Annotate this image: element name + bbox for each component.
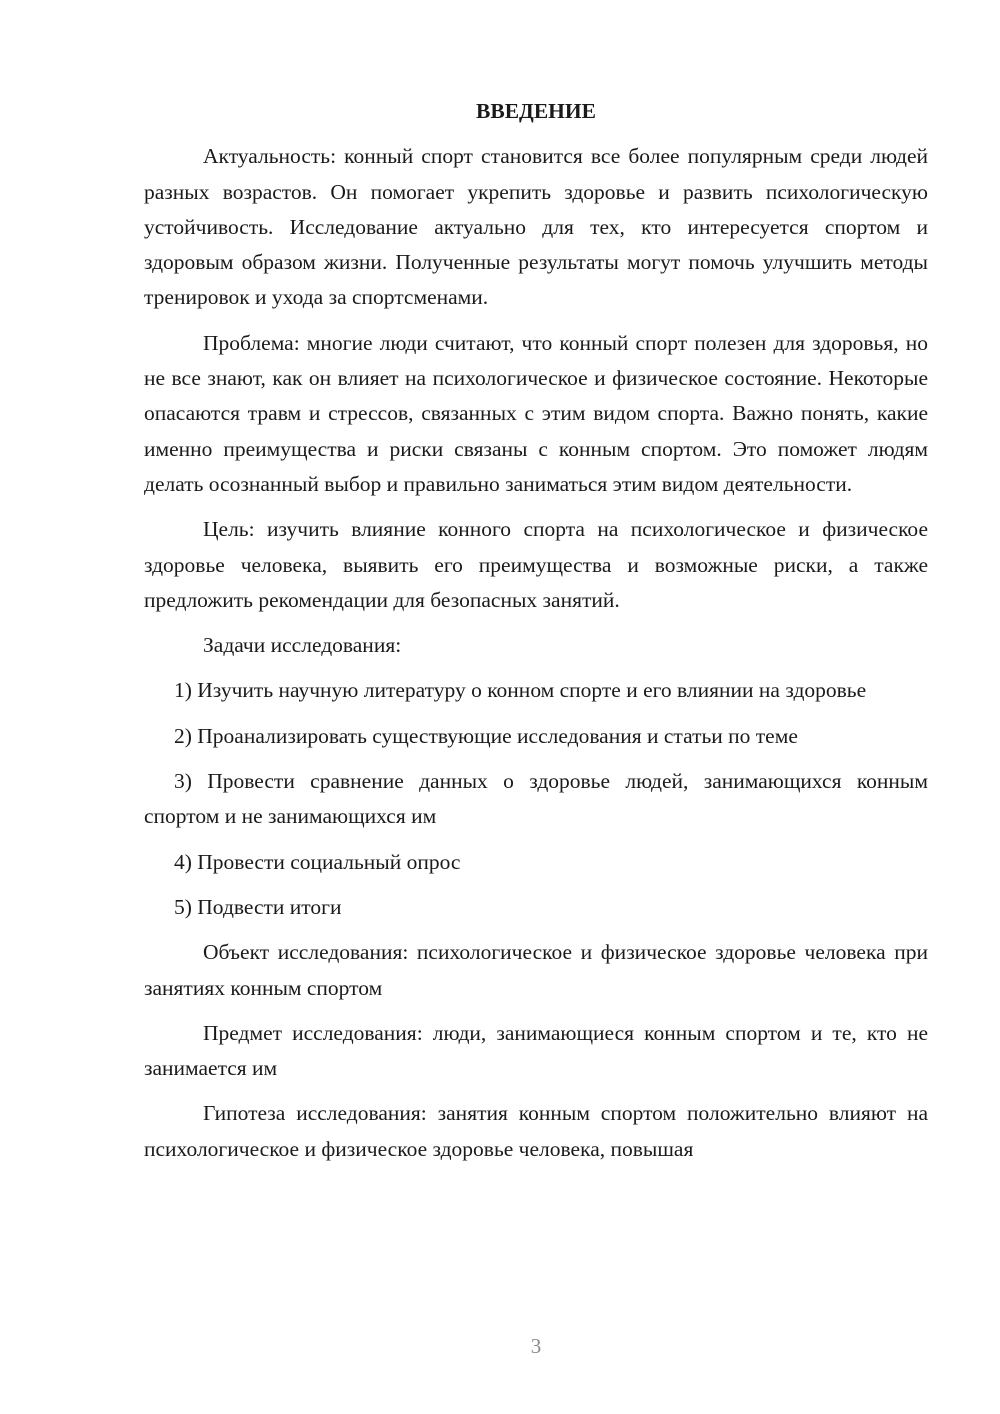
page-number: 3 (530, 1334, 542, 1358)
paragraph-relevance: Актуальность: конный спорт становится все более популярным среди людей разных возрастов. Он помогает укрепить здоровье и развить психологическую устойчивость. Исследование актуально для тех, кто интересуется спортом и здоровым образом жизни. Полученные результаты могут помочь улучшить методы тренировок и ухода за спортсменами. (144, 144, 928, 310)
task-item-2: 2) Проанализировать существующие исследования и статьи по теме (174, 723, 798, 748)
task-item-5: 5) Подвести итоги (174, 894, 342, 919)
paragraph-subject: Предмет исследования: люди, занимающиеся конным спортом и те, кто не занимается им (144, 1020, 928, 1081)
section-title: ВВЕДЕНИЕ (476, 99, 596, 123)
page-content (144, 94, 928, 1177)
paragraph-object: Объект исследования: психологическое и физическое здоровье человека при занятиях конным спортом (144, 940, 928, 1000)
task-item-4: 4) Провести социальный опрос (174, 849, 461, 874)
paragraph-problem: Проблема: многие люди считают, что конный спорт полезен для здоровья, но не все знают, как он влияет на психологическое и физическое состояние. Некоторые опасаются травм и стрессов, связанных с этим видом спорта. Важно понять, какие именно преимущества и риски связаны с конным спортом. Это поможет людям делать осознанный выбор и правильно заниматься этим видом деятельности. (144, 330, 928, 496)
paragraph-goal: Цель: изучить влияние конного спорта на психологическое и физическое здоровье человека, выявить его преимущества и возможные риски, а также предложить рекомендации для безопасных занятий. (144, 517, 928, 612)
paragraph-hypothesis: Гипотеза исследования: занятия конным спортом положительно влияют на психологическое и физическое здоровье человека, повышая (144, 1101, 928, 1161)
task-item-1: 1) Изучить научную литературу о конном спорте и его влиянии на здоровье (174, 678, 867, 703)
task-item-3: 3) Провести сравнение данных о здоровье людей, занимающихся конным спортом и не занимающихся им (144, 769, 928, 829)
tasks-heading: Задачи исследования: (203, 633, 402, 658)
